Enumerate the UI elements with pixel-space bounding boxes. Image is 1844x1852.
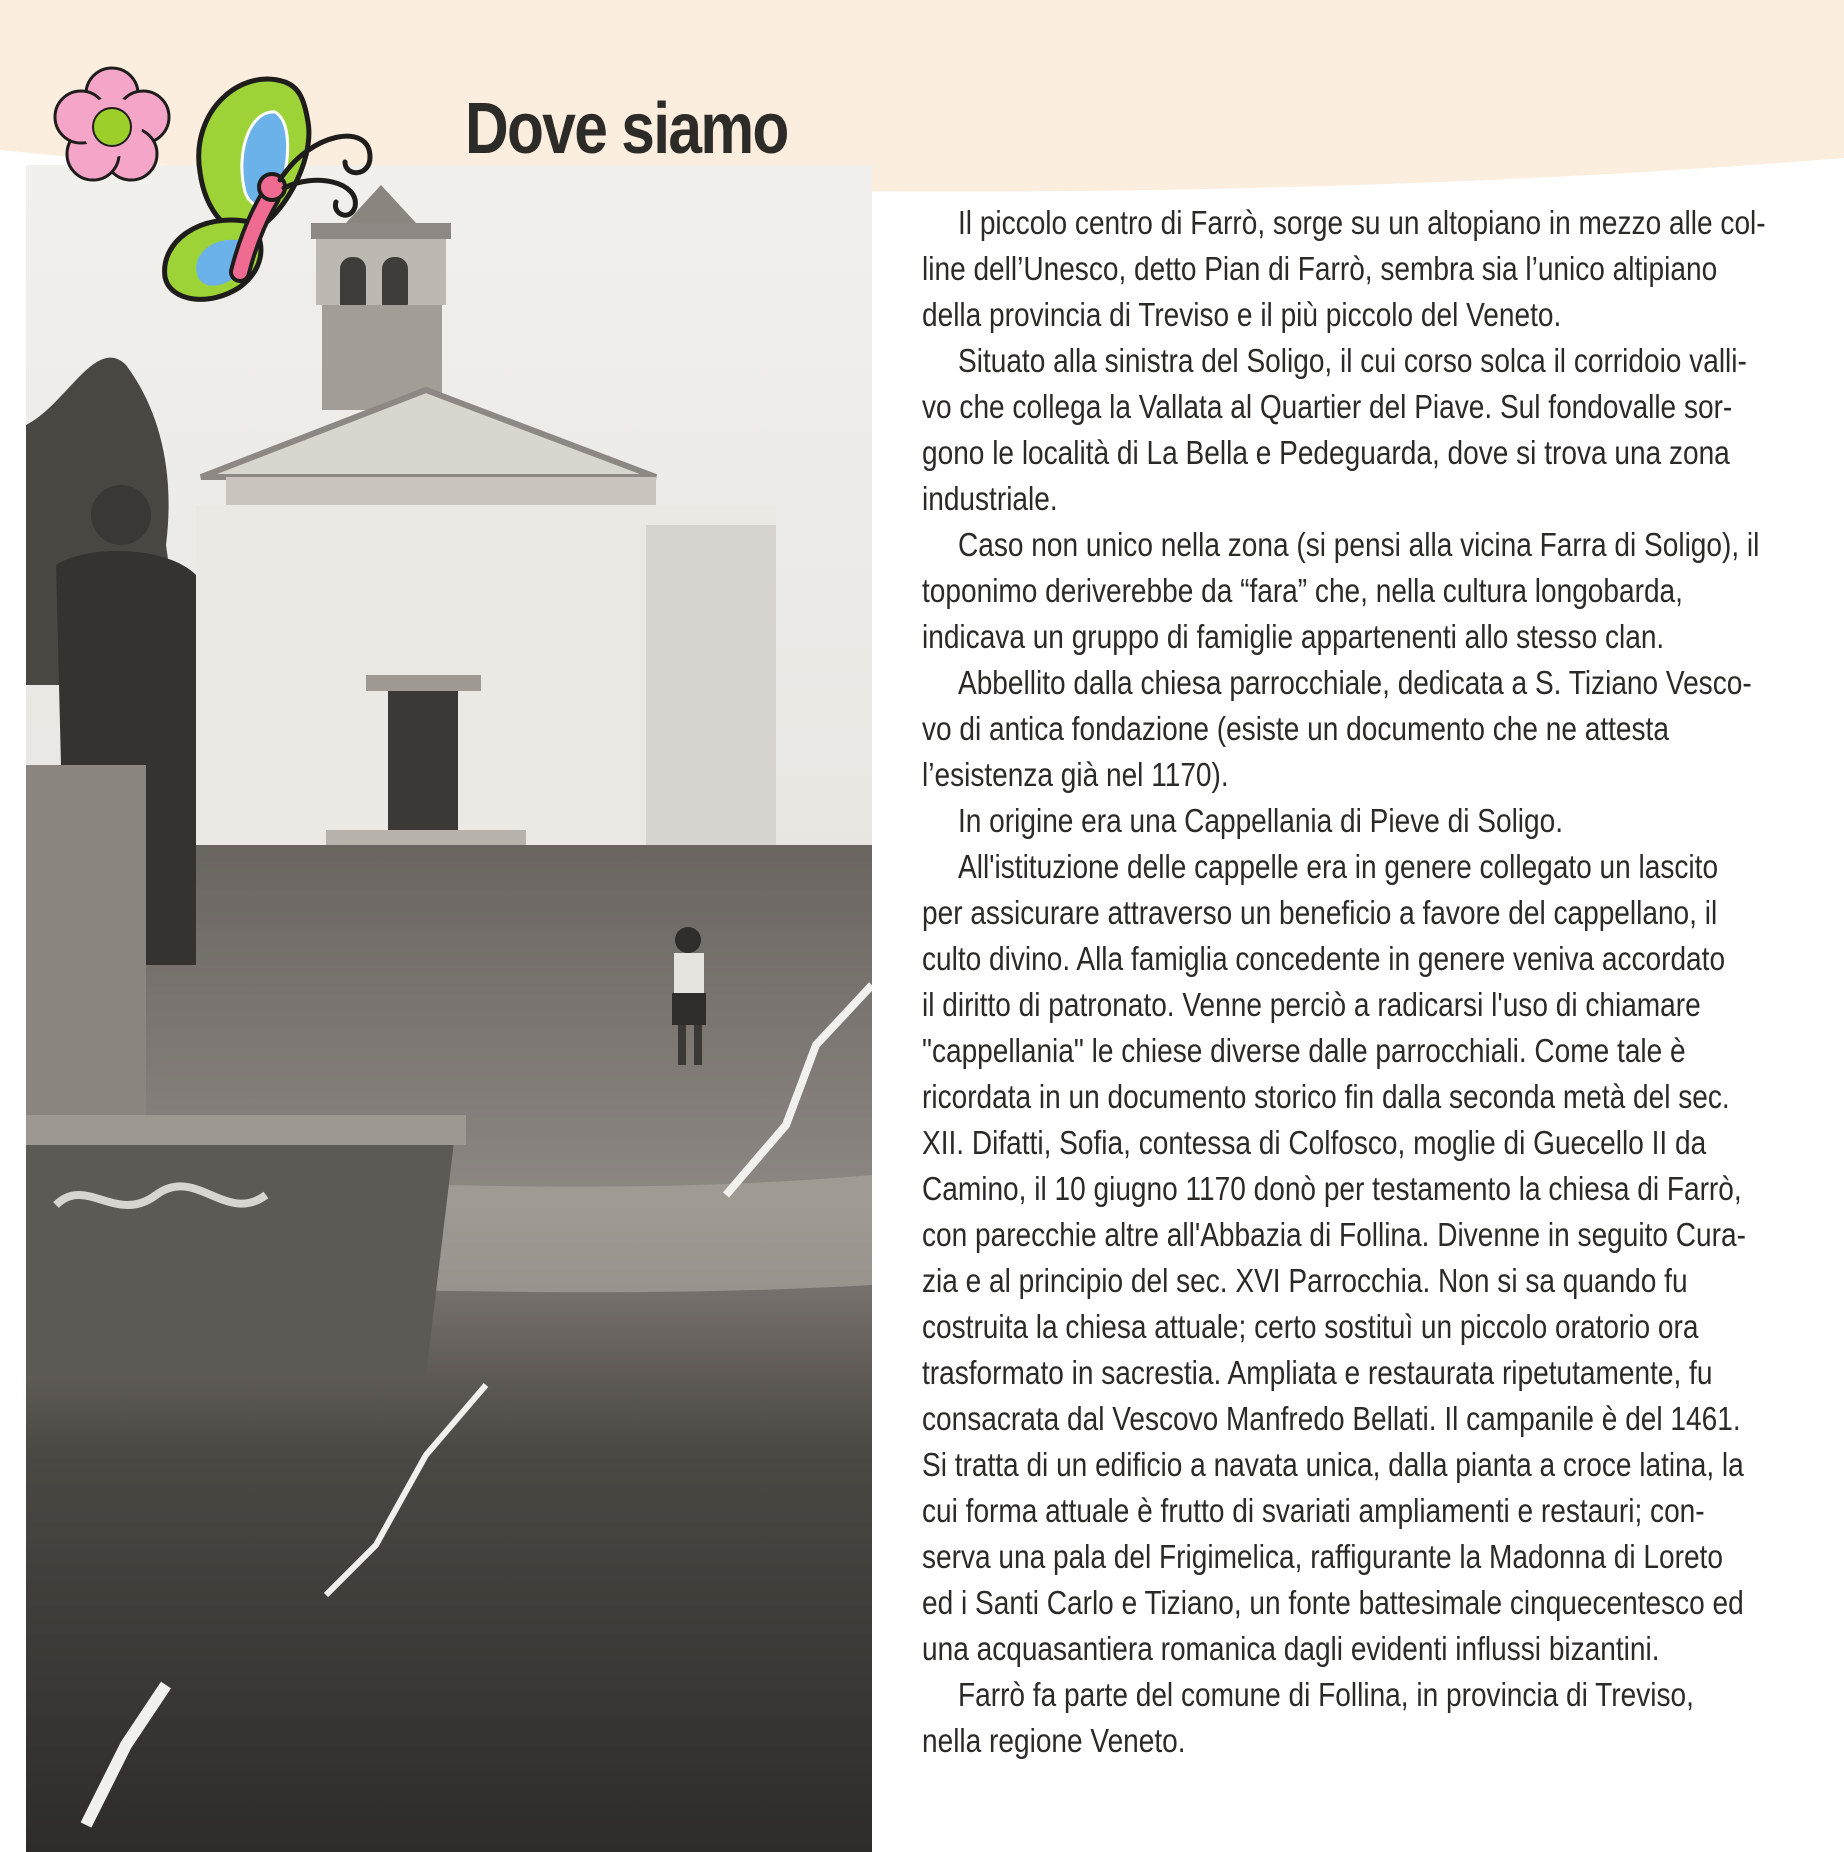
paragraph-line: vo di antica fondazione (esiste un documento che ne attesta — [922, 710, 1669, 747]
paragraph-line: l’esistenza già nel 1170). — [922, 756, 1229, 793]
paragraph-line: il diritto di patronato. Venne perciò a radicarsi l'uso di chiamare — [922, 986, 1701, 1023]
paragraph-line: line dell’Unesco, detto Pian di Farrò, sembra sia l’unico altipiano — [922, 250, 1718, 287]
paragraph-line: indicava un gruppo di famiglie appartenenti allo stesso clan. — [922, 618, 1665, 655]
paragraph-line: toponimo deriverebbe da “fara” che, nella cultura longobarda, — [922, 572, 1683, 609]
paragraph-line: cui forma attuale è frutto di svariati ampliamenti e restauri; con- — [922, 1492, 1705, 1529]
paragraph-line: nella regione Veneto. — [922, 1722, 1186, 1759]
body-text — [922, 200, 1766, 1760]
paragraph-line: vo che collega la Vallata al Quartier del Piave. Sul fondovalle sor- — [922, 388, 1733, 425]
paragraph-line: Si tratta di un edificio a navata unica, dalla pianta a croce latina, la — [922, 1446, 1744, 1483]
paragraph-line: XII. Difatti, Sofia, contessa di Colfosco, moglie di Guecello II da — [922, 1124, 1707, 1161]
paragraph-line: costruita la chiesa attuale; certo sostituì un piccolo oratorio ora — [922, 1308, 1699, 1345]
flower-icon — [55, 68, 169, 180]
paragraph-line: ricordata in un documento storico fin dalla seconda metà del sec. — [922, 1078, 1730, 1115]
church-photo — [26, 165, 872, 1852]
paragraph-line: con parecchie altre all'Abbazia di Follina. Divenne in seguito Cura- — [922, 1216, 1746, 1253]
paragraph-line: Caso non unico nella zona (si pensi alla vicina Farra di Soligo), il — [958, 526, 1760, 563]
paragraph-line: ed i Santi Carlo e Tiziano, un fonte battesimale cinquecentesco ed — [922, 1584, 1744, 1621]
decoration — [40, 62, 410, 322]
paragraph-line: "cappellania" le chiese diverse dalle parrocchiali. Come tale è — [922, 1032, 1686, 1069]
paragraph-line: industriale. — [922, 480, 1058, 517]
paragraph-line: zia e al principio del sec. XVI Parrocchia. Non si sa quando fu — [922, 1262, 1688, 1299]
butterfly-icon — [165, 79, 370, 299]
paragraph-line: Farrò fa parte del comune di Follina, in provincia di Treviso, — [958, 1676, 1694, 1713]
paragraph-line: trasformato in sacrestia. Ampliata e restaurata ripetutamente, fu — [922, 1354, 1713, 1391]
paragraph-line: In origine era una Cappellania di Pieve di Soligo. — [958, 802, 1564, 839]
paragraph-line: della provincia di Treviso e il più piccolo del Veneto. — [922, 296, 1562, 333]
paragraph-line: culto divino. Alla famiglia concedente in genere veniva accordato — [922, 940, 1726, 977]
paragraph-line: Camino, il 10 giugno 1170 donò per testamento la chiesa di Farrò, — [922, 1170, 1742, 1207]
page-title: Dove siamo — [465, 89, 788, 169]
paragraph-line: Il piccolo centro di Farrò, sorge su un altopiano in mezzo alle col- — [958, 204, 1766, 241]
paragraph-line: Situato alla sinistra del Soligo, il cui corso solca il corridoio valli- — [958, 342, 1747, 379]
paragraph-line: Abbellito dalla chiesa parrocchiale, dedicata a S. Tiziano Vesco- — [958, 664, 1752, 701]
paragraph-line: All'istituzione delle cappelle era in genere collegato un lascito — [958, 848, 1719, 885]
paragraph-line: una acquasantiera romanica dagli evidenti influssi bizantini. — [922, 1630, 1660, 1667]
paragraph-line: gono le località di La Bella e Pedeguarda, dove si trova una zona — [922, 434, 1730, 471]
paragraph-line: per assicurare attraverso un beneficio a favore del cappellano, il — [922, 894, 1718, 931]
paragraph-line: serva una pala del Frigimelica, raffigurante la Madonna di Loreto — [922, 1538, 1723, 1575]
paragraph-line: consacrata dal Vescovo Manfredo Bellati. Il campanile è del 1461. — [922, 1400, 1741, 1437]
